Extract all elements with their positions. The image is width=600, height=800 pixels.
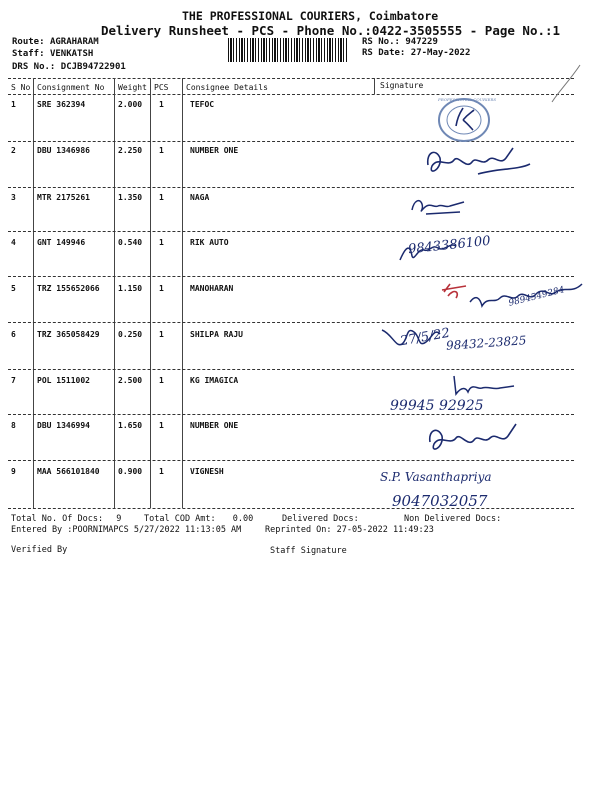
handwritten-date-row-6: 27/5/22	[399, 325, 452, 350]
row-consignment-no: TRZ 155652066	[37, 284, 100, 293]
non-delivered-docs-label: Non Delivered Docs:	[404, 514, 502, 524]
staff-label: Staff:	[12, 49, 45, 59]
rs-no-label: RS No.:	[362, 37, 400, 47]
entered-by-value: POORNIMAPCS 5/27/2022 11:13:05 AM	[72, 525, 242, 535]
row-weight: 1.150	[118, 284, 143, 293]
row-sno: 6	[11, 330, 16, 339]
row-weight: 1.650	[118, 421, 143, 430]
handwritten-phone-row-9: 9047032057	[392, 492, 488, 510]
row-weight: 2.500	[118, 376, 143, 385]
rs-no-line	[362, 37, 438, 47]
row-consignee: MANOHARAN	[190, 284, 234, 293]
row-weight: 2.000	[118, 100, 143, 109]
rs-date-value: 27-May-2022	[410, 48, 471, 58]
row-pcs: 1	[159, 284, 164, 293]
barcode	[228, 38, 348, 62]
col-separator	[374, 78, 375, 94]
row-weight: 0.900	[118, 467, 143, 476]
delivered-docs-label: Delivered Docs:	[282, 514, 359, 524]
row-rule	[8, 460, 574, 461]
signature-row-2	[418, 140, 538, 188]
row-consignment-no: MTR 2175261	[37, 193, 90, 202]
handwritten-phone-row-6-top: 9894549284	[507, 285, 566, 309]
row-weight: 0.250	[118, 330, 143, 339]
row-consignee: VIGNESH	[190, 467, 224, 476]
route-line	[12, 37, 99, 47]
handwritten-phone-row-7: 99945 92925	[390, 398, 484, 414]
entered-by-line	[11, 525, 241, 535]
col-separator	[33, 78, 34, 508]
runsheet-subtitle: Delivery Runsheet - PCS - Phone No.:0422-3505555 - Page No.:1	[101, 23, 561, 38]
row-consignment-no: DBU 1346986	[37, 146, 90, 155]
verified-by-label: Verified By	[11, 545, 68, 555]
route-value: AGRAHARAM	[49, 37, 99, 47]
handwritten-phone-row-4: 9843386100	[407, 233, 492, 258]
row-pcs: 1	[159, 330, 164, 339]
row-pcs: 1	[159, 193, 164, 202]
reprinted-label: Reprinted On:	[265, 525, 332, 535]
row-sno: 8	[11, 421, 16, 430]
col-separator	[150, 78, 151, 508]
col-header-weight: Weight	[118, 83, 147, 92]
drs-line	[12, 62, 126, 72]
row-weight: 1.350	[118, 193, 143, 202]
row-pcs: 1	[159, 238, 164, 247]
reprinted-line	[265, 525, 434, 535]
route-label: Route:	[12, 37, 45, 47]
row-consignment-no: MAA 566101840	[37, 467, 100, 476]
total-docs-label: Total No. Of Docs:	[11, 514, 104, 524]
col-header-pcs: PCS	[154, 83, 169, 92]
col-header-consignment: Consignment No	[37, 83, 105, 92]
total-cod-value: 0.00	[232, 514, 254, 524]
total-cod-label: Total COD Amt:	[144, 514, 216, 524]
rs-date-label: RS Date:	[362, 48, 406, 58]
staff-line	[12, 49, 93, 59]
pen-stroke-mark	[540, 60, 590, 110]
row-consignment-no: SRE 362394	[37, 100, 86, 109]
total-cod-line	[144, 514, 253, 524]
col-header-signature: Signature	[380, 81, 424, 90]
signature-row-8	[420, 418, 530, 458]
row-sno: 1	[11, 100, 16, 109]
row-pcs: 1	[159, 376, 164, 385]
row-consignment-no: POL 1511002	[37, 376, 90, 385]
row-rule	[8, 369, 574, 370]
handwritten-phone-row-6: 98432-23825	[445, 333, 527, 353]
row-pcs: 1	[159, 421, 164, 430]
total-docs-line	[11, 514, 121, 524]
row-rule	[8, 231, 574, 232]
col-separator	[114, 78, 115, 508]
row-sno: 9	[11, 467, 16, 476]
row-consignee: NUMBER ONE	[190, 421, 239, 430]
handwritten-name-row-9: S.P. Vasanthapriya	[380, 470, 492, 484]
row-consignee: RIK AUTO	[190, 238, 229, 247]
company-stamp	[432, 96, 492, 144]
row-pcs: 1	[159, 146, 164, 155]
rs-no-value: 947229	[405, 37, 438, 47]
company-title: THE PROFESSIONAL COURIERS, Coimbatore	[182, 9, 439, 23]
drs-label: DRS No.:	[12, 62, 56, 72]
table-top-rule	[8, 78, 574, 79]
row-weight: 0.540	[118, 238, 143, 247]
row-consignee: KG IMAGICA	[190, 376, 239, 385]
signature-row-3	[408, 192, 468, 218]
row-consignment-no: TRZ 365058429	[37, 330, 100, 339]
row-sno: 5	[11, 284, 16, 293]
col-separator	[182, 78, 183, 508]
row-sno: 2	[11, 146, 16, 155]
row-pcs: 1	[159, 100, 164, 109]
row-consignee: SHILPA RAJU	[190, 330, 243, 339]
stamp-text: PROFESSIONAL COURIERS	[438, 97, 497, 102]
row-consignment-no: DBU 1346994	[37, 421, 90, 430]
staff-value: VENKATSH	[49, 49, 94, 59]
row-consignee: NUMBER ONE	[190, 146, 239, 155]
row-weight: 2.250	[118, 146, 143, 155]
drs-value: DCJB94722901	[60, 62, 126, 72]
table-bottom-rule	[8, 508, 574, 509]
staff-signature-label: Staff Signature	[270, 546, 347, 556]
header-bottom-rule	[8, 94, 574, 95]
signature-row-7	[450, 372, 520, 398]
row-consignee: TEFOC	[190, 100, 215, 109]
col-header-sno: S No	[11, 83, 31, 92]
row-pcs: 1	[159, 467, 164, 476]
entered-by-label: Entered By :	[11, 525, 73, 535]
rs-date-line	[362, 48, 470, 58]
col-header-consignee: Consignee Details	[186, 83, 268, 92]
total-docs-value: 9	[116, 514, 122, 524]
row-sno: 3	[11, 193, 16, 202]
row-consignment-no: GNT 149946	[37, 238, 86, 247]
reprinted-value: 27-05-2022 11:49:23	[336, 525, 434, 535]
row-rule	[8, 414, 574, 415]
row-sno: 7	[11, 376, 16, 385]
row-sno: 4	[11, 238, 16, 247]
row-consignee: NAGA	[190, 193, 210, 202]
